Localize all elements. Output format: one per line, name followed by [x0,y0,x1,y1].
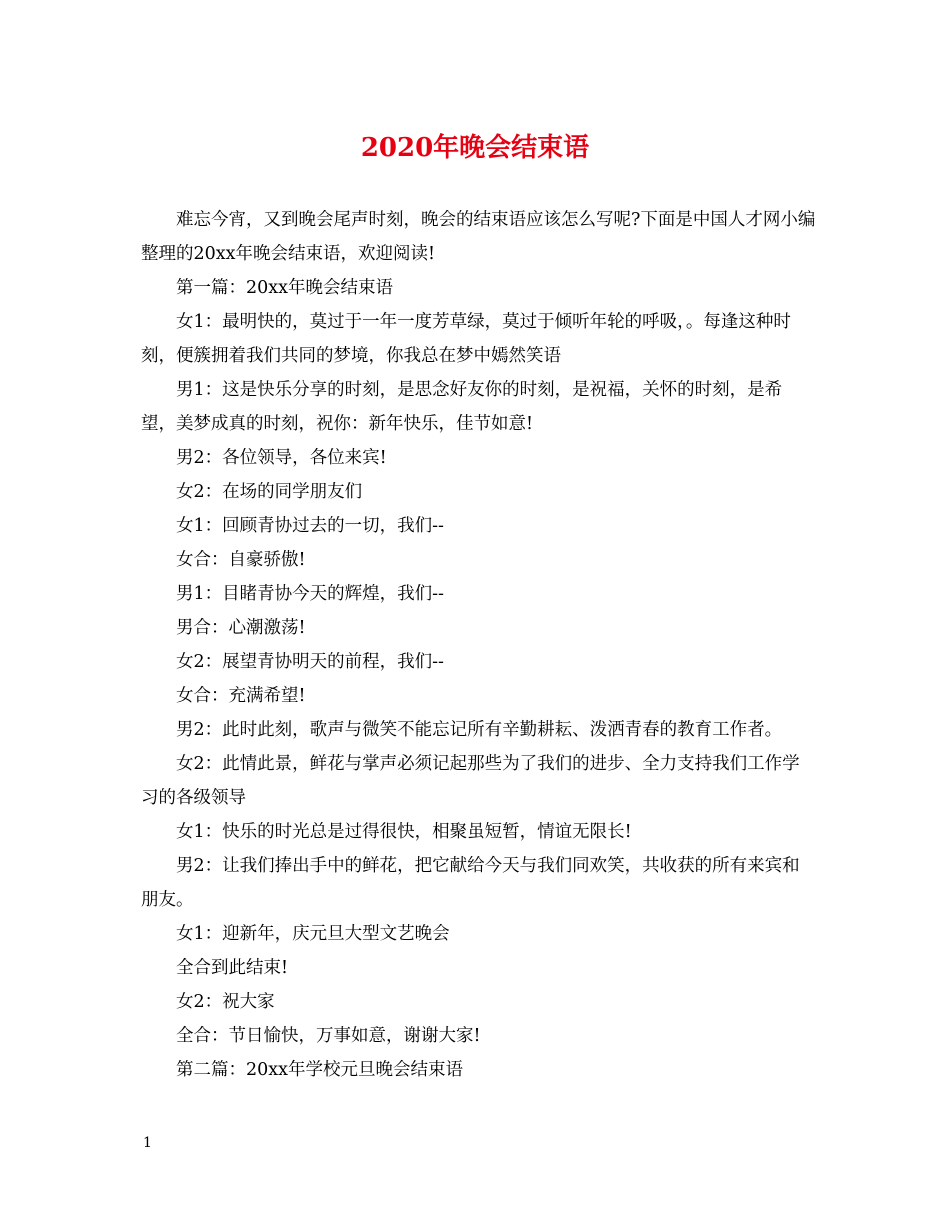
paragraph: 男2：各位领导，各位来宾! [176,448,387,468]
paragraph: 难忘今宵，又到晚会尾声时刻，晚会的结束语应该怎么写呢?下面是中国人才网小编整理的20xx年晚会结束语，欢迎阅读! [141,210,816,264]
page-number: 1 [143,1135,152,1151]
paragraph: 全合到此结束! [176,958,289,978]
paragraph: 男1：这是快乐分享的时刻，是思念好友你的时刻，是祝福，关怀的时刻，是希望，美梦成真的时刻，祝你：新年快乐，佳节如意! [141,380,783,434]
paragraph: 男2：让我们捧出手中的鲜花，把它献给今天与我们同欢笑，共收获的所有来宾和朋友。 [141,856,800,910]
paragraph: 女2：此情此景，鲜花与掌声必须记起那些为了我们的进步、全力支持我们工作学习的各级领导 [141,754,800,808]
paragraph: 女1：迎新年，庆元旦大型文艺晚会 [176,924,450,944]
paragraph: 女1：最明快的，莫过于一年一度芳草绿，莫过于倾听年轮的呼吸，。每逢这种时刻，便簇拥着我们共同的梦境，你我总在梦中嫣然笑语 [141,312,791,366]
paragraph: 男2：此时此刻，歌声与微笑不能忘记所有辛勤耕耘、泼洒青春的教育工作者。 [176,720,783,740]
document-body [141,203,816,1087]
section-heading: 第一篇：20xx年晚会结束语 [176,278,394,298]
paragraph: 女合：充满希望! [176,686,306,706]
paragraph: 女合：自豪骄傲! [176,550,306,570]
document-title: 2020年晚会结束语 [360,133,590,163]
paragraph: 女2：祝大家 [176,992,275,1012]
paragraph: 全合：节日愉快，万事如意，谢谢大家! [176,1026,481,1046]
paragraph: 男合：心潮激荡! [176,618,306,638]
section-heading: 第二篇：20xx年学校元旦晚会结束语 [176,1060,464,1080]
paragraph: 女1：快乐的时光总是过得很快，相聚虽短暂，情谊无限长! [176,822,632,842]
paragraph: 女1：回顾青协过去的一切，我们-- [176,516,444,536]
paragraph: 女2：在场的同学朋友们 [176,482,363,502]
paragraph: 女2：展望青协明天的前程，我们-- [176,652,444,672]
paragraph: 男1：目睹青协今天的辉煌，我们-- [176,584,444,604]
